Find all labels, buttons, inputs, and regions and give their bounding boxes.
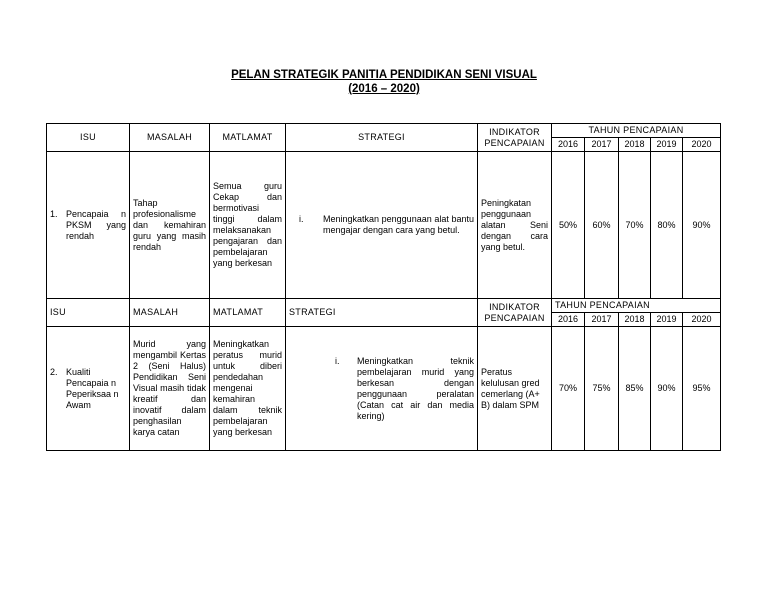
target-2017: 75% (585, 327, 619, 451)
matlamat-cell: Meningkatkan peratus murid untuk diberi pendedahan mengenai kemahiran dalam teknik pembelajaran yang berkesan (210, 327, 286, 451)
header-year-2017: 2017 (585, 313, 619, 327)
table-header-row (47, 124, 721, 138)
header-strategi: STRATEGI (286, 299, 478, 327)
header-year-2020: 2020 (683, 138, 721, 152)
strategi-number: i. (299, 214, 304, 224)
matlamat-cell: Semua guru Cekap dan bermotivasi tinggi dalam melaksanakan pengajaran dan pembelajaran yang berkesan (210, 152, 286, 299)
header-indikator-line2: PENCAPAIAN (484, 312, 545, 323)
header-year-2018: 2018 (619, 138, 651, 152)
strategic-plan-table (46, 123, 721, 451)
document-subtitle: (2016 – 2020) (348, 83, 420, 95)
target-2016: 70% (552, 327, 585, 451)
header-isu: ISU (47, 124, 130, 152)
header-year-2018: 2018 (619, 313, 651, 327)
target-2018: 85% (619, 327, 651, 451)
indikator-cell: Peratus kelulusan gred cemerlang (A+ B) dalam SPM (478, 327, 552, 451)
indikator-cell: Peningkatan penggunaan alatan Seni dengan cara yang betul. (478, 152, 552, 299)
target-2016: 50% (552, 152, 585, 299)
masalah-cell: Tahap profesionalisme dan kemahiran guru yang masih rendah (130, 152, 210, 299)
isu-cell (47, 327, 130, 451)
header-tahun-pencapaian: TAHUN PENCAPAIAN (552, 124, 721, 138)
document-title: PELAN STRATEGIK PANITIA PENDIDIKAN SENI VISUAL (231, 69, 537, 81)
header-year-2017: 2017 (585, 138, 619, 152)
header-strategi: STRATEGI (286, 124, 478, 152)
strategi-cell (286, 327, 478, 451)
row-number: 1. (50, 208, 58, 219)
isu-cell (47, 152, 130, 299)
header-indikator-line2: PENCAPAIAN (484, 137, 545, 148)
masalah-cell: Murid yang mengambil Kertas 2 (Seni Halus) Pendidikan Seni Visual masih tidak kreatif dan inovatif dalam penghasilan karya catan (130, 327, 210, 451)
strategi-number: i. (335, 355, 340, 366)
header-year-2019: 2019 (651, 138, 683, 152)
strategi-text: Meningkatkan teknik pembelajaran murid yang berkesan dengan penggunaan peralatan (Catan cat air dan media kering) (357, 355, 474, 421)
strategi-text: Meningkatkan penggunaan alat bantu mengajar dengan cara yang betul. (323, 214, 474, 235)
table-row (47, 327, 721, 451)
header-indikator-line1: INDIKATOR (489, 126, 540, 137)
header-indikator-pencapaian (478, 299, 552, 327)
header-matlamat: MATLAMAT (210, 299, 286, 327)
header-isu: ISU (47, 299, 130, 327)
header-masalah: MASALAH (130, 299, 210, 327)
header-indikator-line1: INDIKATOR (489, 301, 540, 312)
isu-text: Kualiti Pencapaia n Peperiksaa n Awam (66, 366, 119, 410)
header-year-2019: 2019 (651, 313, 683, 327)
target-2018: 70% (619, 152, 651, 299)
table-header-row (47, 299, 721, 313)
row-number: 2. (50, 366, 58, 377)
target-2017: 60% (585, 152, 619, 299)
header-matlamat: MATLAMAT (210, 124, 286, 152)
target-2019: 80% (651, 152, 683, 299)
isu-text: Pencapaia n PKSM yang rendah (66, 208, 126, 241)
header-year-2020: 2020 (683, 313, 721, 327)
strategi-cell (286, 152, 478, 299)
header-indikator-pencapaian (478, 124, 552, 152)
target-2020: 90% (683, 152, 721, 299)
header-masalah: MASALAH (130, 124, 210, 152)
table-row (47, 152, 721, 299)
target-2019: 90% (651, 327, 683, 451)
header-year-2016: 2016 (552, 138, 585, 152)
target-2020: 95% (683, 327, 721, 451)
header-tahun-pencapaian: TAHUN PENCAPAIAN (552, 299, 721, 313)
header-year-2016: 2016 (552, 313, 585, 327)
